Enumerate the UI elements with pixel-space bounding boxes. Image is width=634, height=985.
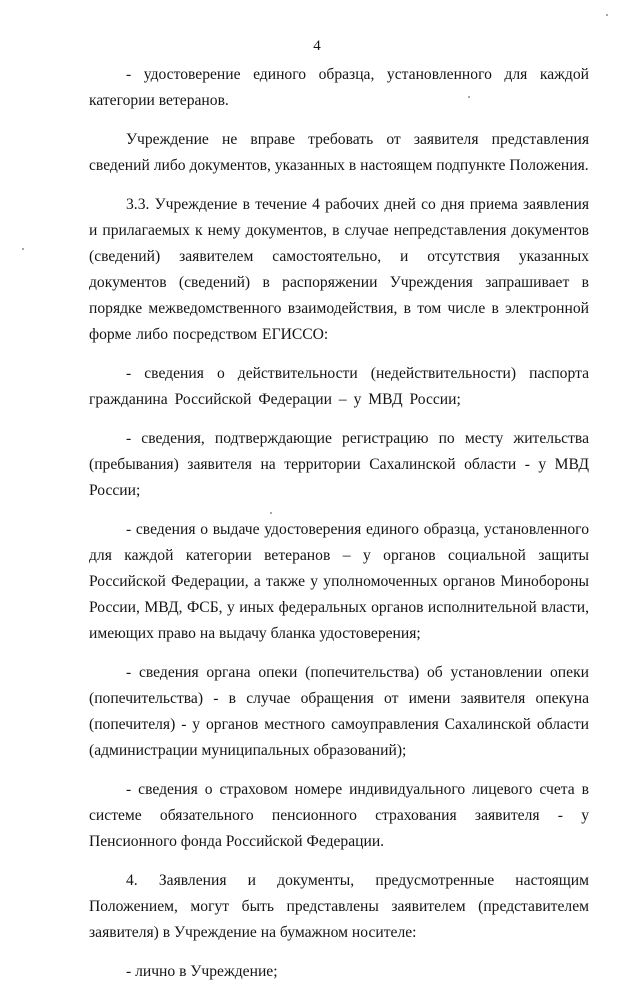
- paragraph-no-demand: Учреждение не вправе требовать от заявителя представления сведений либо документов, указанных в настоящем подпункте Положения.: [89, 131, 589, 174]
- scan-speck: [270, 512, 272, 514]
- paragraph-pension-number-info: - сведения о страховом номере индивидуального лицевого счета в системе обязательного пенсионного страхования заявителя - у Пенсионного фонда Российской Федерации.: [89, 781, 589, 850]
- scan-speck: [22, 248, 24, 250]
- paragraph-section-4: 4. Заявления и документы, предусмотренные настоящим Положением, могут быть представлены заявителем (представителем заявителя) в Учреждение на бумажном носителе:: [89, 872, 589, 941]
- paragraph-guardianship-info: - сведения органа опеки (попечительства) об установлении опеки (попечительства) - в случае обращения от имени заявителя опекуна (попечителя) - у органов местного самоуправления Сахалинской области (администрации муниципальных образований);: [89, 664, 589, 759]
- paragraph-passport-info: - сведения о действительности (недействительности) паспорта гражданина Российской Федерации – у МВД России;: [89, 365, 589, 408]
- paragraph-registration-info: - сведения, подтверждающие регистрацию по месту жительства (пребывания) заявителя на территории Сахалинской области - у МВД России;: [89, 430, 589, 499]
- scan-speck: [606, 14, 608, 16]
- scan-speck: [468, 96, 470, 98]
- page-number: 4: [313, 38, 321, 54]
- document-body: [89, 62, 589, 985]
- paragraph-certificate: - удостоверение единого образца, установленного для каждой категории ветеранов.: [89, 66, 589, 109]
- paragraph-veteran-certificate-info: - сведения о выдаче удостоверения единого образца, установленного для каждой категории ветеранов – у органов социальной защиты Российской Федерации, а также у уполномоченных органов Минобороны России, МВД, ФСБ, у иных федеральных органов исполнительной власти, имеющих право на выдачу бланка удостоверения;: [89, 521, 589, 642]
- paragraph-in-person: - лично в Учреждение;: [126, 963, 278, 980]
- paragraph-section-3-3: 3.3. Учреждение в течение 4 рабочих дней со дня приема заявления и прилагаемых к нему документов, в случае непредставления документов (сведений) заявителем самостоятельно, и отсутствия указанных документов (сведений) в распоряжении Учреждения запрашивает в порядке межведомственного взаимодействия, в том числе в электронной форме либо посредством ЕГИССО:: [89, 196, 589, 343]
